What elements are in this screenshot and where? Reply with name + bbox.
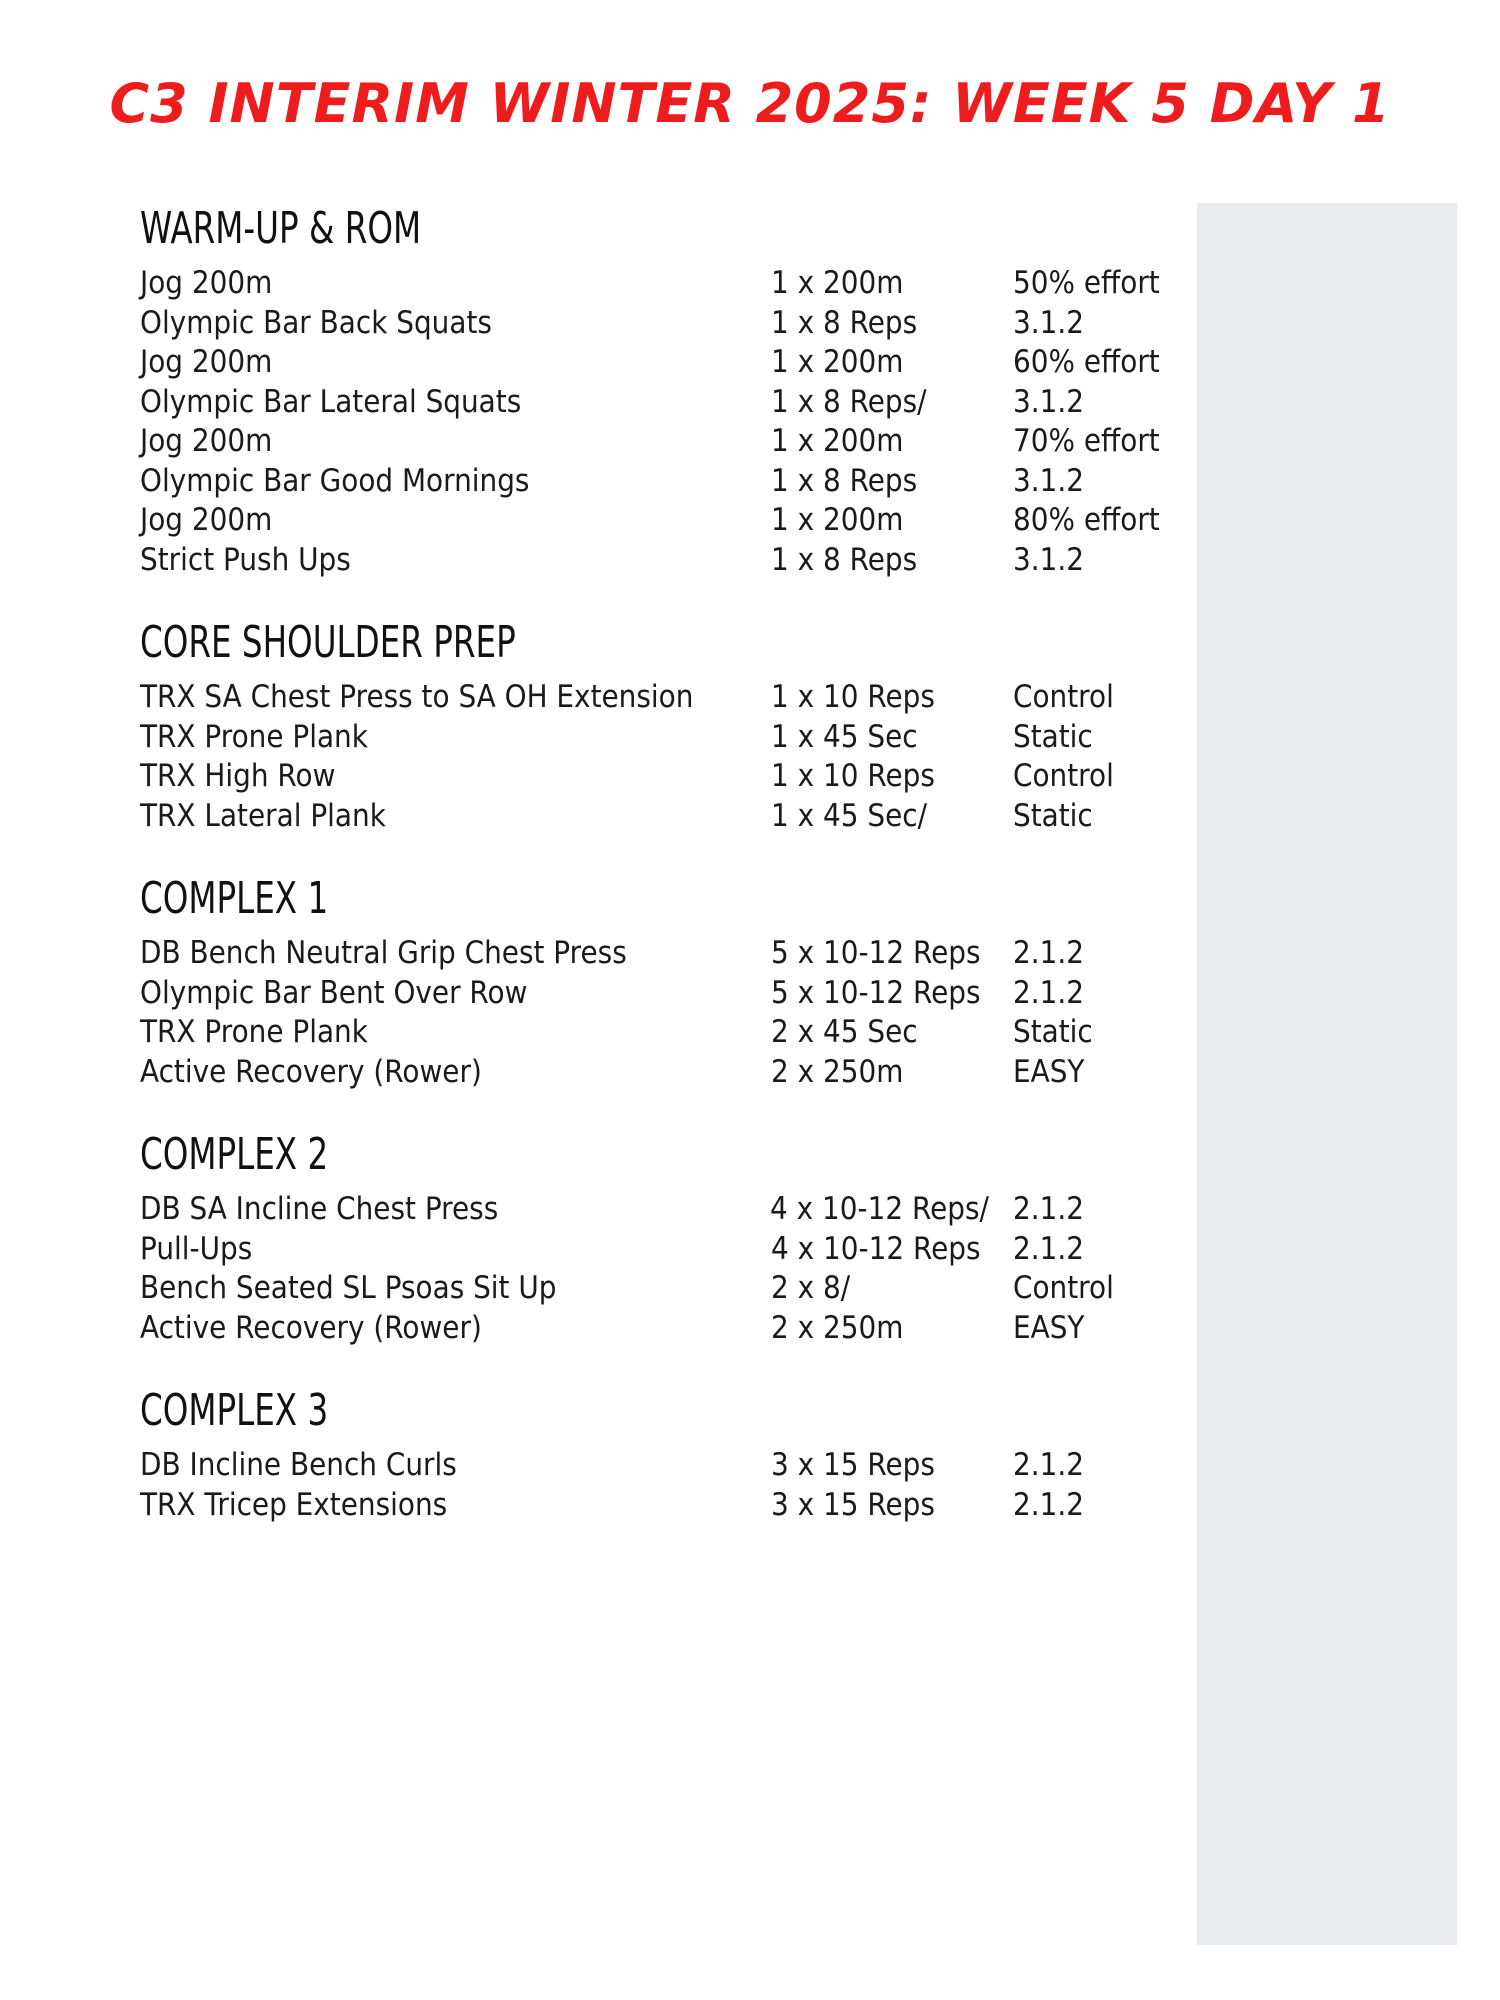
exercise-sets: 1 x 200m bbox=[770, 344, 904, 380]
exercise-name: Pull-Ups bbox=[140, 1230, 253, 1267]
exercise-row bbox=[140, 757, 1190, 797]
exercise-note: EASY bbox=[1012, 1309, 1085, 1346]
exercise-note: 50% effort bbox=[1012, 265, 1160, 301]
exercise-row bbox=[140, 304, 1190, 344]
exercise-note: 3.1.2 bbox=[1012, 462, 1084, 499]
exercise-sets: 3 x 15 Reps bbox=[770, 1447, 935, 1483]
exercise-note: Static bbox=[1012, 718, 1093, 755]
section-core-shoulder-prep bbox=[140, 614, 1190, 836]
exercise-sets: 4 x 10-12 Reps bbox=[770, 1230, 981, 1267]
exercise-name: TRX Tricep Extensions bbox=[140, 1486, 448, 1523]
exercise-name: TRX Lateral Plank bbox=[140, 797, 386, 834]
exercise-note: 2.1.2 bbox=[1012, 935, 1084, 971]
exercise-name: DB Bench Neutral Grip Chest Press bbox=[140, 935, 627, 971]
exercise-row bbox=[140, 383, 1190, 423]
exercise-name: Bench Seated SL Psoas Sit Up bbox=[140, 1270, 557, 1306]
exercise-note: 2.1.2 bbox=[1012, 1230, 1084, 1267]
exercise-sets: 1 x 200m bbox=[770, 423, 904, 459]
exercise-sets: 2 x 8/ bbox=[770, 1270, 851, 1306]
page-title: C3 INTERIM WINTER 2025: WEEK 5 DAY 1 bbox=[109, 72, 1391, 135]
exercise-list bbox=[140, 264, 1190, 580]
exercise-name: Olympic Bar Back Squats bbox=[140, 304, 492, 341]
exercise-row bbox=[140, 1486, 1190, 1526]
exercise-row bbox=[140, 343, 1190, 383]
exercise-name: Jog 200m bbox=[140, 423, 273, 459]
exercise-sets: 1 x 45 Sec/ bbox=[770, 797, 927, 834]
exercise-name: Strict Push Ups bbox=[140, 541, 351, 578]
exercise-note: 2.1.2 bbox=[1012, 1486, 1084, 1523]
exercise-row bbox=[140, 1309, 1190, 1349]
exercise-sets: 2 x 250m bbox=[770, 1053, 904, 1090]
exercise-sets: 1 x 200m bbox=[770, 265, 904, 301]
exercise-list bbox=[140, 1190, 1190, 1348]
exercise-row bbox=[140, 1053, 1190, 1093]
exercise-row bbox=[140, 1446, 1190, 1486]
exercise-sets: 3 x 15 Reps bbox=[770, 1486, 935, 1523]
exercise-sets: 1 x 8 Reps bbox=[770, 541, 918, 578]
section-heading: COMPLEX 1 bbox=[140, 873, 329, 924]
exercise-row bbox=[140, 718, 1190, 758]
exercise-row bbox=[140, 678, 1190, 718]
exercise-row bbox=[140, 462, 1190, 502]
exercise-row bbox=[140, 264, 1190, 304]
exercise-row bbox=[140, 1013, 1190, 1053]
exercise-sets: 1 x 45 Sec bbox=[770, 718, 918, 755]
section-warm-up bbox=[140, 200, 1190, 580]
exercise-row bbox=[140, 974, 1190, 1014]
exercise-name: Active Recovery (Rower) bbox=[140, 1053, 482, 1090]
exercise-name: TRX High Row bbox=[140, 758, 336, 794]
exercise-name: TRX Prone Plank bbox=[140, 718, 368, 755]
exercise-list bbox=[140, 1446, 1190, 1525]
section-complex-1 bbox=[140, 870, 1190, 1092]
exercise-sets: 1 x 8 Reps bbox=[770, 462, 918, 499]
exercise-name: DB SA Incline Chest Press bbox=[140, 1191, 499, 1227]
exercise-note: 2.1.2 bbox=[1012, 1447, 1084, 1483]
exercise-name: Jog 200m bbox=[140, 502, 273, 538]
workout-content bbox=[140, 200, 1190, 1559]
exercise-note: 60% effort bbox=[1012, 344, 1160, 380]
exercise-sets: 2 x 250m bbox=[770, 1309, 904, 1346]
exercise-name: Olympic Bar Lateral Squats bbox=[140, 383, 522, 420]
exercise-name: Jog 200m bbox=[140, 344, 273, 380]
exercise-name: Jog 200m bbox=[140, 265, 273, 301]
side-panel bbox=[1197, 203, 1457, 1945]
exercise-note: Static bbox=[1012, 797, 1093, 834]
section-heading: WARM-UP & ROM bbox=[140, 203, 422, 254]
exercise-note: Control bbox=[1012, 679, 1114, 715]
section-complex-2 bbox=[140, 1126, 1190, 1348]
exercise-sets: 4 x 10-12 Reps/ bbox=[769, 1191, 989, 1227]
exercise-name: Olympic Bar Bent Over Row bbox=[140, 974, 528, 1011]
exercise-name: Olympic Bar Good Mornings bbox=[140, 462, 530, 499]
exercise-sets: 1 x 8 Reps/ bbox=[770, 383, 927, 420]
exercise-row bbox=[140, 934, 1190, 974]
exercise-note: 2.1.2 bbox=[1012, 974, 1084, 1011]
section-complex-3 bbox=[140, 1382, 1190, 1525]
exercise-note: EASY bbox=[1012, 1053, 1085, 1090]
exercise-sets: 1 x 200m bbox=[770, 502, 904, 538]
exercise-note: Static bbox=[1012, 1014, 1093, 1050]
exercise-note: 3.1.2 bbox=[1012, 383, 1084, 420]
exercise-row bbox=[140, 422, 1190, 462]
exercise-name: TRX Prone Plank bbox=[140, 1014, 368, 1050]
section-heading: COMPLEX 3 bbox=[140, 1385, 329, 1436]
exercise-note: Control bbox=[1012, 758, 1114, 794]
exercise-sets: 2 x 45 Sec bbox=[770, 1014, 918, 1050]
exercise-note: 70% effort bbox=[1012, 423, 1160, 459]
exercise-list bbox=[140, 934, 1190, 1092]
exercise-note: 3.1.2 bbox=[1012, 541, 1084, 578]
exercise-note: 80% effort bbox=[1012, 502, 1160, 538]
section-heading: COMPLEX 2 bbox=[140, 1129, 329, 1180]
section-heading: CORE SHOULDER PREP bbox=[140, 617, 516, 668]
exercise-name: TRX SA Chest Press to SA OH Extension bbox=[140, 679, 694, 715]
exercise-note: Control bbox=[1012, 1270, 1114, 1306]
exercise-row bbox=[140, 1269, 1190, 1309]
exercise-note: 2.1.2 bbox=[1012, 1191, 1084, 1227]
exercise-note: 3.1.2 bbox=[1012, 304, 1084, 341]
exercise-list bbox=[140, 678, 1190, 836]
exercise-row bbox=[140, 1190, 1190, 1230]
exercise-sets: 5 x 10-12 Reps bbox=[770, 935, 981, 971]
exercise-sets: 1 x 8 Reps bbox=[770, 304, 918, 341]
exercise-sets: 1 x 10 Reps bbox=[770, 758, 935, 794]
exercise-sets: 5 x 10-12 Reps bbox=[770, 974, 981, 1011]
exercise-name: Active Recovery (Rower) bbox=[140, 1309, 482, 1346]
exercise-row bbox=[140, 501, 1190, 541]
exercise-row bbox=[140, 1230, 1190, 1270]
exercise-row bbox=[140, 797, 1190, 837]
exercise-name: DB Incline Bench Curls bbox=[140, 1447, 457, 1483]
exercise-row bbox=[140, 541, 1190, 581]
exercise-sets: 1 x 10 Reps bbox=[770, 679, 935, 715]
